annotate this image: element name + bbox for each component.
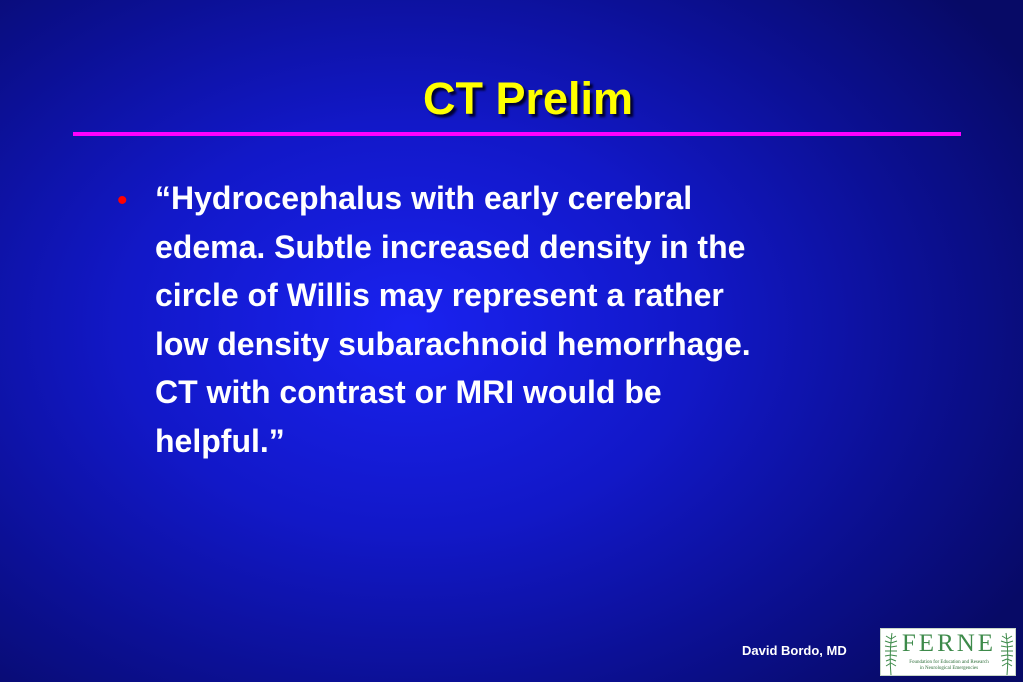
logo-wordmark: FERNE [901,630,997,657]
logo-tagline-line2: in Neurological Emergencies [919,666,979,672]
title-divider [73,132,961,136]
bullet-text: “Hydrocephalus with early cerebral edema. Subtle increased density in the circle of Willis may represent a rather low density subarachnoid hemorrhage. CT with contrast or MRI would be helpful.” [155,180,751,459]
logo-tagline-line1: Foundation for Education and Research [909,660,989,665]
author-name: David Bordo, MD [742,643,847,658]
logo-tagline [899,660,999,673]
slide-title: CT Prelim [422,73,634,124]
ferne-logo [880,628,1016,676]
bullet-marker: • [117,184,128,217]
